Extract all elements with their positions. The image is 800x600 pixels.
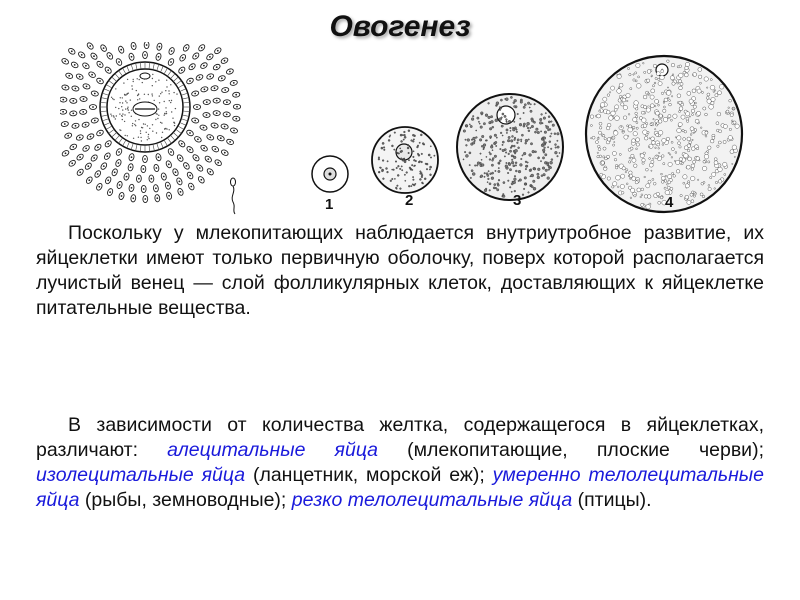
paragraph-text: (птицы). (572, 489, 652, 511)
oocyte-stage-1 (312, 156, 348, 192)
oogenesis-figure (60, 42, 760, 217)
term-alecithal: алецитальные яйца (167, 439, 379, 461)
oocyte-stage-3 (457, 94, 563, 200)
term-strongly-telolecithal: резко телолецитальные яйца (291, 489, 573, 511)
stage-label-4: 4 (665, 194, 674, 211)
paragraph-text: (ланцетник, морской еж); (245, 464, 493, 486)
paragraph-placental-mammals: Поскольку у млекопитающих наблюдается внутриутробное развитие, их яйцеклетки имеют только первичную оболочку, поверх которой располагается лучистый венец — слой фолликулярных клеток, доставляющих к яйцеклетке питательные вещества. (36, 222, 764, 319)
stage-label-3: 3 (513, 192, 522, 209)
page-title: Овогенез (329, 10, 471, 43)
paragraph-text: (млекопитающие, плоские черви); (378, 439, 764, 461)
paragraph-egg-types (36, 413, 764, 513)
stage-label-1: 1 (325, 196, 334, 213)
oocyte-stage-2 (372, 127, 438, 193)
oocyte-stage-4 (586, 56, 742, 212)
corona-radiata-illustration (60, 42, 241, 214)
term-moderately-telolecithal: умеренно телолецитальные яйца (36, 464, 764, 511)
paragraph-text: (рыбы, земноводные); (79, 489, 292, 511)
paragraph-text: В зависимости от количества желтка, содержащегося в яйцеклетках, различают: (36, 414, 764, 461)
stage-label-2: 2 (405, 192, 414, 209)
term-isolecithal: изолецитальные яйца (36, 464, 246, 486)
